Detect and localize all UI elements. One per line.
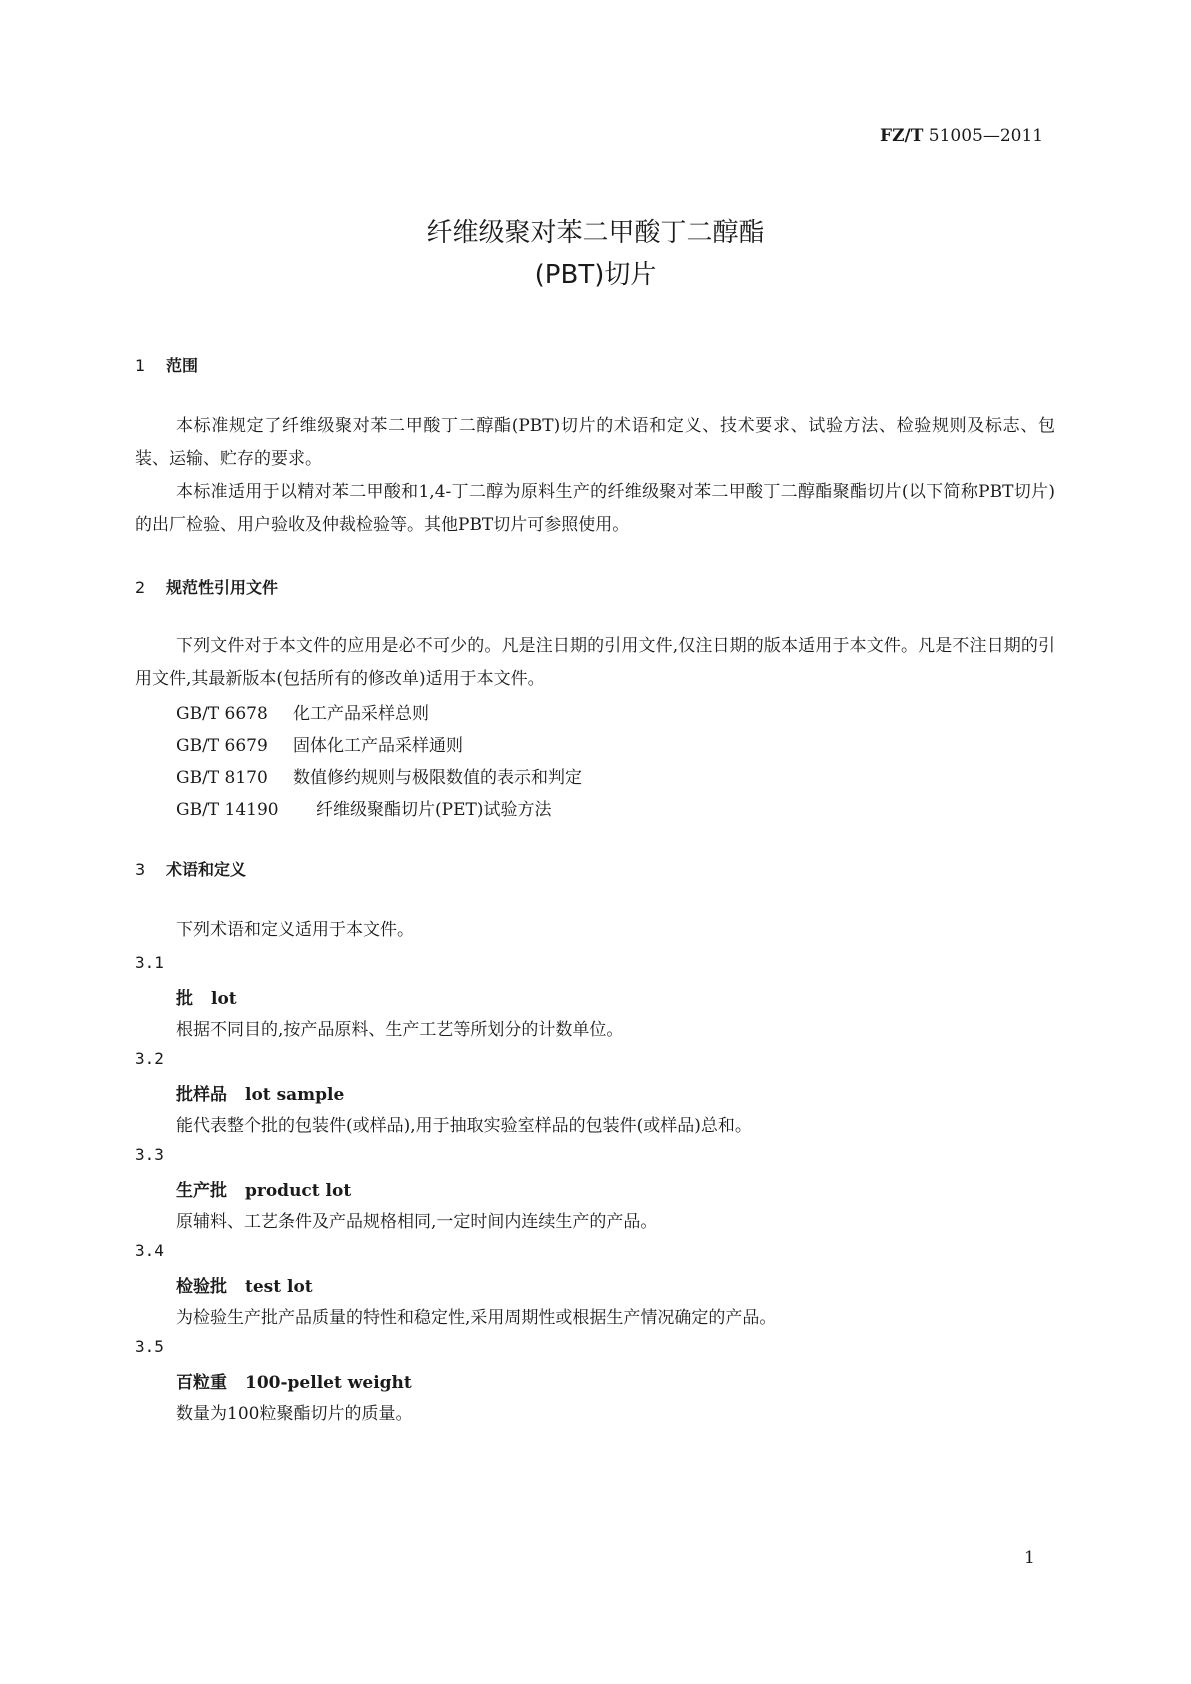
- reference-code: GB/T 6679: [176, 736, 268, 756]
- reference-item: [176, 731, 463, 756]
- term-number: 3.4: [135, 1241, 164, 1260]
- reference-item: [176, 763, 582, 788]
- reference-title: 固体化工产品采样通则: [293, 736, 463, 756]
- term-definition: 根据不同目的,按产品原料、生产工艺等所划分的计数单位。: [176, 1020, 624, 1040]
- reference-title: 化工产品采样总则: [293, 704, 429, 724]
- section-1-paragraph-1: 本标准规定了纤维级聚对苯二甲酸丁二醇酯(PBT)切片的术语和定义、技术要求、试验方法、检验规则及标志、包装、运输、贮存的要求。: [135, 416, 1055, 469]
- term-definition: 数量为100粒聚酯切片的质量。: [176, 1404, 413, 1424]
- term-heading: [176, 984, 237, 1009]
- term-definition: 原辅料、工艺条件及产品规格相同,一定时间内连续生产的产品。: [176, 1212, 658, 1232]
- section-number: 2: [135, 578, 146, 597]
- section-number: 3: [135, 860, 146, 879]
- reference-code: GB/T 6678: [176, 704, 268, 724]
- term-chinese: 检验批: [176, 1277, 227, 1297]
- term-english: product lot: [245, 1181, 352, 1201]
- term-number: 3.5: [135, 1337, 164, 1356]
- section-1-heading: [135, 353, 198, 376]
- standard-year: 51005—2011: [928, 126, 1044, 146]
- section-2-paragraph-1: 下列文件对于本文件的应用是必不可少的。凡是注日期的引用文件,仅注日期的版本适用于本文件。凡是不注日期的引用文件,其最新版本(包括所有的修改单)适用于本文件。: [135, 636, 1055, 689]
- term-chinese: 批: [176, 989, 193, 1009]
- term-english: 100-pellet weight: [245, 1373, 412, 1393]
- section-title: 规范性引用文件: [166, 578, 279, 597]
- term-heading: [176, 1080, 344, 1105]
- reference-title: 数值修约规则与极限数值的表示和判定: [293, 768, 582, 788]
- term-english: lot: [211, 989, 237, 1009]
- page-number: 1: [1024, 1548, 1035, 1568]
- reference-item: [176, 699, 429, 724]
- section-number: 1: [135, 356, 146, 375]
- reference-code: GB/T 14190: [176, 800, 279, 820]
- standard-number: [880, 126, 1043, 146]
- term-definition: 为检验生产批产品质量的特性和稳定性,采用周期性或根据生产情况确定的产品。: [176, 1308, 777, 1328]
- document-title-line2: (PBT)切片: [534, 260, 657, 290]
- reference-code: GB/T 8170: [176, 768, 268, 788]
- reference-title: 纤维级聚酯切片(PET)试验方法: [316, 800, 552, 820]
- section-3-heading: [135, 857, 246, 880]
- section-3-intro: 下列术语和定义适用于本文件。: [176, 920, 414, 940]
- term-definition: 能代表整个批的包装件(或样品),用于抽取实验室样品的包装件(或样品)总和。: [176, 1116, 752, 1136]
- term-english: test lot: [245, 1277, 313, 1297]
- document-title-line1: 纤维级聚对苯二甲酸丁二醇酯: [426, 218, 765, 248]
- term-english: lot sample: [245, 1085, 345, 1105]
- section-title: 范围: [166, 356, 199, 375]
- term-heading: [176, 1368, 412, 1393]
- term-chinese: 生产批: [176, 1181, 227, 1201]
- term-number: 3.1: [135, 953, 164, 972]
- term-heading: [176, 1272, 313, 1297]
- section-2-heading: [135, 575, 278, 598]
- section-title: 术语和定义: [166, 860, 247, 879]
- term-number: 3.2: [135, 1049, 164, 1068]
- term-chinese: 百粒重: [176, 1373, 227, 1393]
- term-chinese: 批样品: [176, 1085, 227, 1105]
- standard-code: FZ/T: [880, 126, 924, 146]
- section-1-paragraph-2: 本标准适用于以精对苯二甲酸和1,4-丁二醇为原料生产的纤维级聚对苯二甲酸丁二醇酯聚酯切片(以下简称PBT切片)的出厂检验、用户验收及仲裁检验等。其他PBT切片可参照使用。: [135, 482, 1055, 535]
- reference-item: [176, 795, 551, 820]
- term-heading: [176, 1176, 351, 1201]
- term-number: 3.3: [135, 1145, 164, 1164]
